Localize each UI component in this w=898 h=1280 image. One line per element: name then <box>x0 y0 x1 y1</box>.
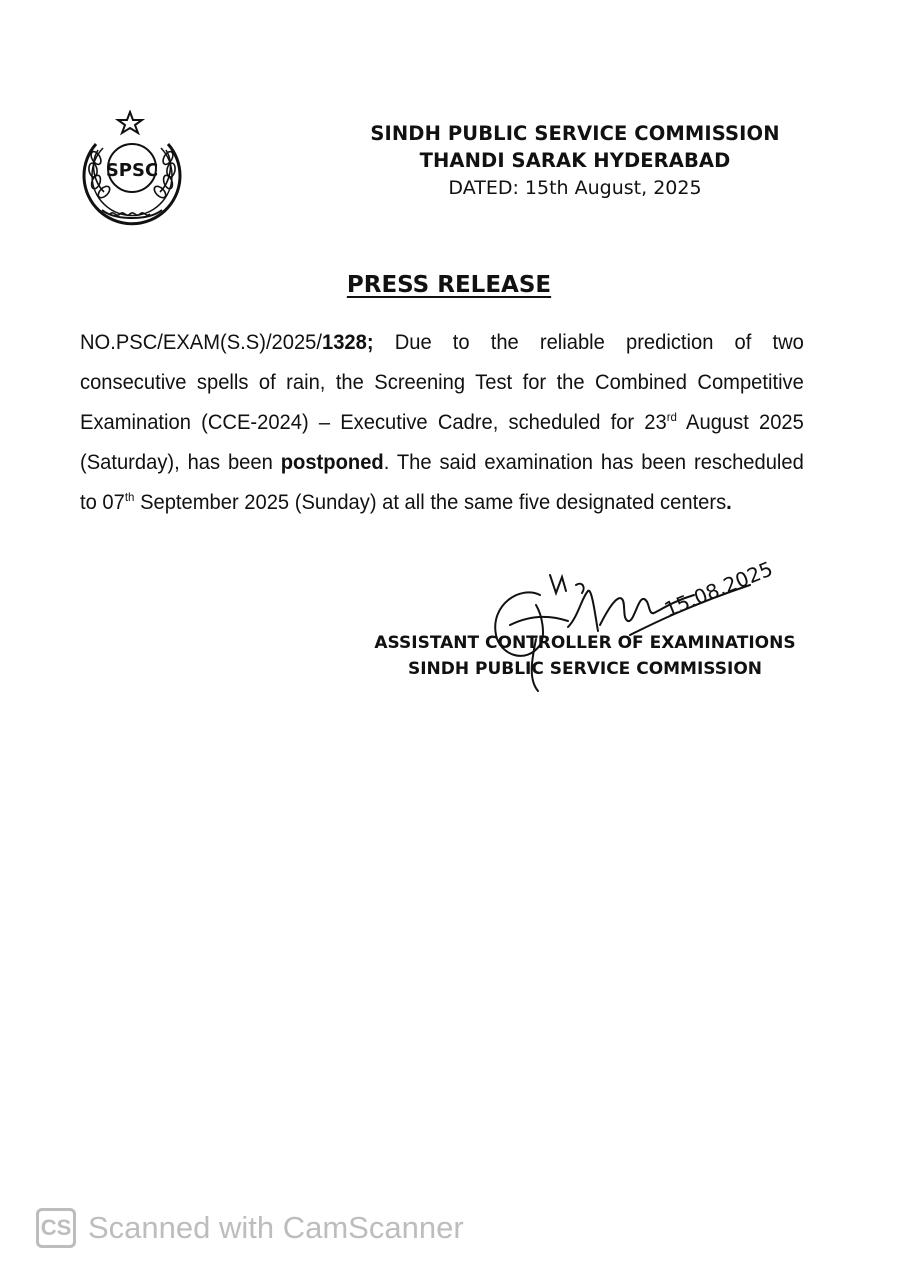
letterhead <box>340 120 810 202</box>
org-name: SINDH PUBLIC SERVICE COMMISSION <box>370 122 780 145</box>
superscript-th: th <box>124 490 135 504</box>
end-period: . <box>726 491 732 514</box>
body-text-4: September 2025 (Sunday) at all the same five designated centers <box>134 491 727 514</box>
spsc-seal-icon <box>76 110 188 226</box>
press-release-body <box>80 323 804 523</box>
superscript-rd: rd <box>666 410 677 424</box>
camscanner-watermark <box>36 1208 464 1248</box>
org-address: THANDI SARAK HYDERABAD <box>419 149 731 172</box>
signatory-designation: ASSISTANT CONTROLLER OF EXAMINATIONS <box>374 633 796 653</box>
reference-number-bold: 1328; <box>322 331 374 354</box>
camscanner-logo-icon: CS <box>36 1208 76 1248</box>
body-text-1: Due to the reliable prediction of two consecutive spells of rain, the Screening Test for the Combined Competitive Examination (CCE-2024) – Executive Cadre, scheduled for 23 <box>80 331 804 434</box>
body-text-2: August 2025 (Saturday), has been <box>80 411 804 474</box>
signature-date: 15.08.2025 <box>660 556 777 622</box>
date-line: DATED: 15th August, 2025 <box>448 177 702 199</box>
press-release-title: PRESS RELEASE <box>346 272 552 298</box>
postponed-word: postponed <box>280 451 384 474</box>
reference-number: NO.PSC/EXAM(S.S)/2025/ <box>80 331 323 354</box>
signature-block <box>360 630 810 682</box>
svg-text:SPSC: SPSC <box>105 160 159 181</box>
camscanner-text: Scanned with CamScanner <box>88 1210 464 1245</box>
body-text-3: . The said examination has been rescheduled to 07 <box>80 451 804 514</box>
signatory-organization: SINDH PUBLIC SERVICE COMMISSION <box>407 659 763 679</box>
